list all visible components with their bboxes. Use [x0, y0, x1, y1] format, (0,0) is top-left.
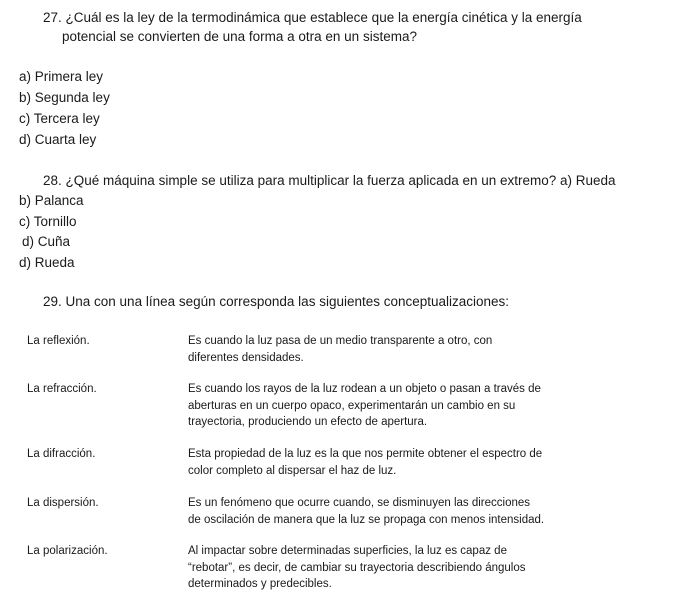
definition-4-line-2: de oscilación de manera que la luz se propaga con menos intensidad. — [188, 513, 545, 526]
definition-5-line-3: determinados y predecibles. — [188, 578, 332, 590]
definition-5 — [188, 543, 608, 593]
q28-option-c: c) Tornillo — [19, 214, 77, 229]
definition-2-line-1: Es cuando los rayos de la luz rodean a un objeto o pasan a través de — [188, 383, 541, 395]
definition-1-line-2: diferentes densidades. — [188, 351, 304, 364]
definition-5-line-1: Al impactar sobre determinadas superficies, la luz es capaz de — [188, 545, 507, 557]
definition-2-line-2: aberturas en un cuerpo opaco, experimentarán un cambio en su — [188, 399, 516, 412]
definition-3-line-1: Esta propiedad de la luz es la que nos permite obtener el espectro de — [188, 448, 543, 460]
question-27-line-2: potencial se convierten de una forma a otra en un sistema? — [62, 29, 417, 44]
question-27-line-1: 27. ¿Cuál es la ley de la termodinámica que establece que la energía cinética y la energía — [43, 10, 582, 25]
definition-1 — [188, 333, 608, 366]
definition-2-line-3: trayectoria, produciendo un efecto de apertura. — [188, 416, 428, 428]
definition-2 — [188, 381, 608, 431]
term-dispersion: La dispersión. — [27, 497, 99, 509]
question-28-line-1: 28. ¿Qué máquina simple se utiliza para multiplicar la fuerza aplicada en un extremo? a) Rueda — [43, 173, 616, 188]
definition-4-line-1: Es un fenómeno que ocurre cuando, se disminuyen las direcciones — [188, 497, 531, 509]
q28-option-b: b) Palanca — [19, 193, 84, 208]
q27-option-a: a) Primera ley — [19, 69, 104, 84]
definition-4 — [188, 495, 608, 528]
q27-option-c: c) Tercera ley — [19, 111, 100, 126]
q28-option-d-rueda: d) Rueda — [19, 255, 75, 270]
term-polarizacion: La polarización. — [27, 545, 108, 557]
q28-option-d-cuna: d) Cuña — [22, 234, 71, 249]
q27-option-d: d) Cuarta ley — [19, 132, 97, 147]
term-refraccion: La refracción. — [27, 383, 97, 395]
term-reflexion: La reflexión. — [27, 335, 90, 347]
definition-3 — [188, 446, 608, 479]
question-29-line-1: 29. Una con una línea según corresponda las siguientes conceptualizaciones: — [43, 294, 510, 309]
q27-option-b: b) Segunda ley — [19, 90, 110, 105]
definition-5-line-2: “rebotar”, es decir, de cambiar su trayectoria describiendo ángulos — [188, 561, 526, 574]
term-difraccion: La difracción. — [27, 448, 96, 460]
definition-3-line-2: color completo al dispersar el haz de luz. — [188, 464, 397, 477]
definition-1-line-1: Es cuando la luz pasa de un medio transparente a otro, con — [188, 335, 493, 347]
